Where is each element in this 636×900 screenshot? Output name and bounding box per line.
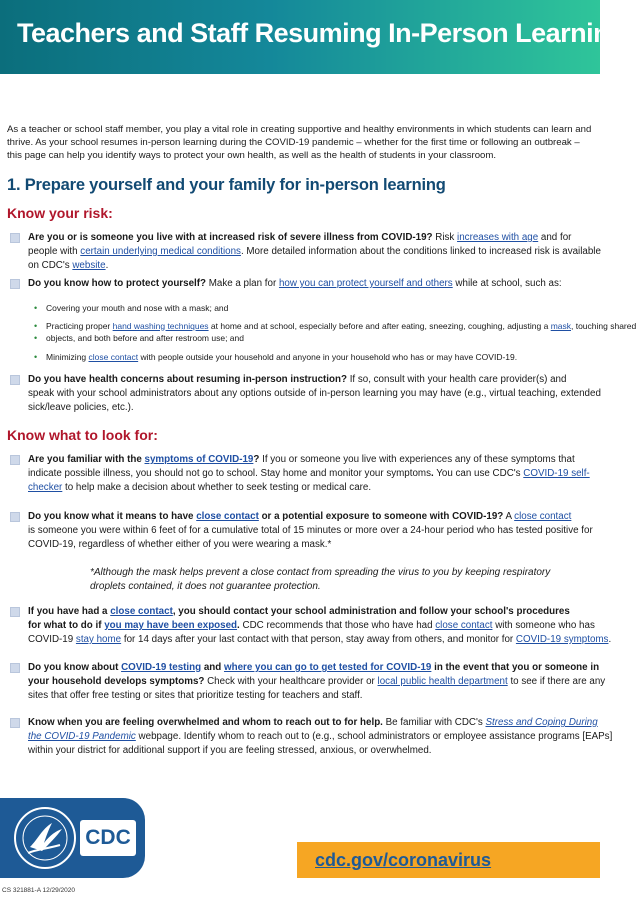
link-stay-home[interactable]: stay home xyxy=(75,634,122,645)
intro-line: As a teacher or school staff member, you play a vital role in creating supportive and healthy environments in which students can learn and xyxy=(7,124,592,135)
link-stress-coping-continued[interactable]: the COVID-19 Pandemic xyxy=(28,731,136,742)
checkbox[interactable] xyxy=(10,455,20,465)
link-exposed[interactable]: you may have been exposed xyxy=(104,620,238,631)
link-covid-symptoms[interactable]: COVID-19 symptoms xyxy=(515,634,609,645)
protection-bullet-list xyxy=(34,302,636,363)
link-close-contact[interactable]: close contact xyxy=(196,511,259,522)
cdc-logo xyxy=(80,820,136,856)
link-self-checker[interactable]: COVID-19 self- xyxy=(523,468,590,479)
link-close-contact[interactable]: close contact xyxy=(435,620,493,631)
section-heading: 1. Prepare yourself and your family for in-person learning xyxy=(7,176,446,194)
list-item: • Practicing proper hand washing techniques at home and at school, especially before and after eating, sneezing, coughing, adjusting a mask, touching shared xyxy=(34,320,636,333)
link-underlying-conditions[interactable]: certain underlying medical conditions xyxy=(80,246,241,257)
question-text: Are you or is someone you live with at increased risk of severe illness from COVID-19? xyxy=(28,232,433,243)
checkbox[interactable] xyxy=(10,663,20,673)
link-symptoms[interactable]: symptoms of COVID-19 xyxy=(144,454,254,465)
intro-line: thrive. As your school resumes in-person learning during the COVID-19 pandemic – whether for the first time or following an outbreak – xyxy=(7,137,580,148)
question-text: Do you know how to protect yourself? xyxy=(28,278,206,289)
checkbox[interactable] xyxy=(10,279,20,289)
link-local-health-department[interactable]: local public health department xyxy=(377,676,508,687)
link-self-checker-continued[interactable]: checker xyxy=(28,482,63,493)
list-item: • Minimizing close contact with people outside your household and anyone in your household who has or may have COVID-19. xyxy=(34,351,636,364)
checkbox[interactable] xyxy=(10,233,20,243)
link-close-contact[interactable]: close contact xyxy=(110,606,173,617)
checkbox[interactable] xyxy=(10,718,20,728)
cdc-logo-text: CDC xyxy=(85,826,131,849)
link-close-contact[interactable]: close contact xyxy=(514,511,572,522)
footer-url-bar xyxy=(297,842,600,878)
know-look-heading: Know what to look for: xyxy=(7,427,158,443)
page-title: Teachers and Staff Resuming In-Person Learning xyxy=(17,18,626,48)
cdc-website-link[interactable]: cdc.gov/coronavirus xyxy=(315,850,492,870)
question-text: Know when you are feeling overwhelmed and whom to reach out to for help. xyxy=(28,717,383,728)
mask-footnote: *Although the mask helps prevent a close contact from spreading the virus to you by keeping respiratory droplets contained, it does not guarantee protection. xyxy=(90,567,551,592)
question-text: Do you have health concerns about resuming in-person instruction? xyxy=(28,374,347,385)
link-close-contact[interactable]: close contact xyxy=(88,351,139,362)
link-mask[interactable]: mask xyxy=(550,320,571,331)
know-risk-heading: Know your risk: xyxy=(7,205,113,221)
hhs-seal-icon xyxy=(14,807,76,869)
link-hand-washing[interactable]: hand washing techniques xyxy=(112,320,209,331)
intro-line: this page can help you identify ways to protect your own health, as well as the health of students in your classroom. xyxy=(7,150,497,161)
link-protect-yourself[interactable]: how you can protect yourself and others xyxy=(278,278,453,289)
link-where-to-get-tested[interactable]: where you can go to get tested for COVID-19 xyxy=(223,662,432,673)
list-item: • Covering your mouth and nose with a mask; and xyxy=(34,302,636,315)
list-item-continued: • objects, and both before and after restroom use; and xyxy=(34,332,636,345)
checkbox[interactable] xyxy=(10,375,20,385)
logo-block xyxy=(0,798,145,878)
link-increases-with-age[interactable]: increases with age xyxy=(457,232,539,243)
title-banner xyxy=(0,0,626,74)
hhs-eagle-icon xyxy=(16,809,74,867)
intro-paragraph xyxy=(7,123,607,162)
checkbox[interactable] xyxy=(10,512,20,522)
link-website[interactable]: website xyxy=(72,260,106,271)
publication-id: CS 321881-A 12/29/2020 xyxy=(2,887,76,894)
link-covid-testing[interactable]: COVID-19 testing xyxy=(121,662,202,673)
checkbox[interactable] xyxy=(10,607,20,617)
link-stress-coping[interactable]: Stress and Coping During xyxy=(485,717,598,728)
